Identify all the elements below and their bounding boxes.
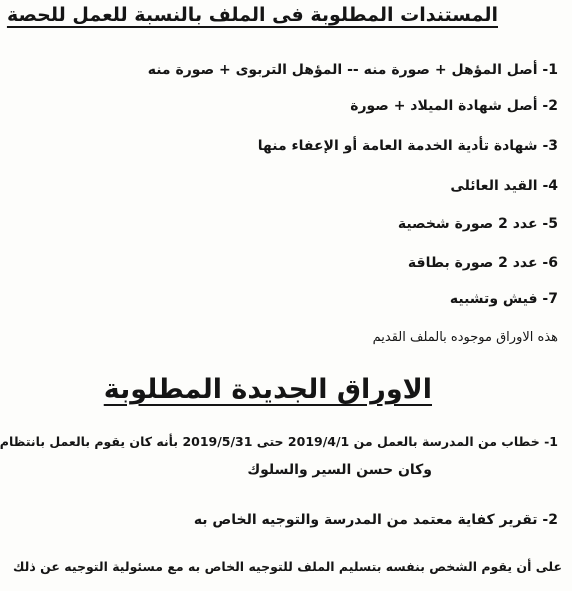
list-item-3: 3- شهادة تأدية الخدمة العامة أو الإعفاء منها (257, 138, 558, 154)
list-item-5: 5- عدد 2 صورة شخصية (397, 216, 558, 232)
list-item-4: 4- القيد العائلى (450, 178, 558, 194)
list-item-7: 7- فيش وتشبيه (449, 291, 558, 307)
paragraph-1: 1- خطاب من المدرسة بالعمل من 2019/4/1 حتى 2019/5/31 بأنه كان يقوم بالعمل بانتظام (0, 434, 558, 449)
list-item-1: 1- أصل المؤهل + صورة منه -- المؤهل التربوى + صورة منه (147, 62, 558, 78)
closing-paragraph: على أن يقوم الشخص بنفسه بتسليم الملف للتوجيه الخاص به مع مسئولية التوجيه عن ذلك (13, 559, 562, 574)
document-title: المستندات المطلوبة فى الملف بالنسبة للعمل للحصة (6, 4, 498, 26)
section-title: الاوراق الجديدة المطلوبة (103, 374, 432, 405)
paragraph-1-continuation: وكان حسن السير والسلوك (247, 462, 432, 478)
list-item-6: 6- عدد 2 صورة بطاقة (407, 255, 558, 271)
old-file-note: هذه الاوراق موجوده بالملف القديم (372, 330, 558, 345)
paragraph-2: 2- تقرير كفاية معتمد من المدرسة والتوجيه الخاص به (193, 512, 558, 528)
list-item-2: 2- أصل شهادة الميلاد + صورة (350, 98, 558, 114)
